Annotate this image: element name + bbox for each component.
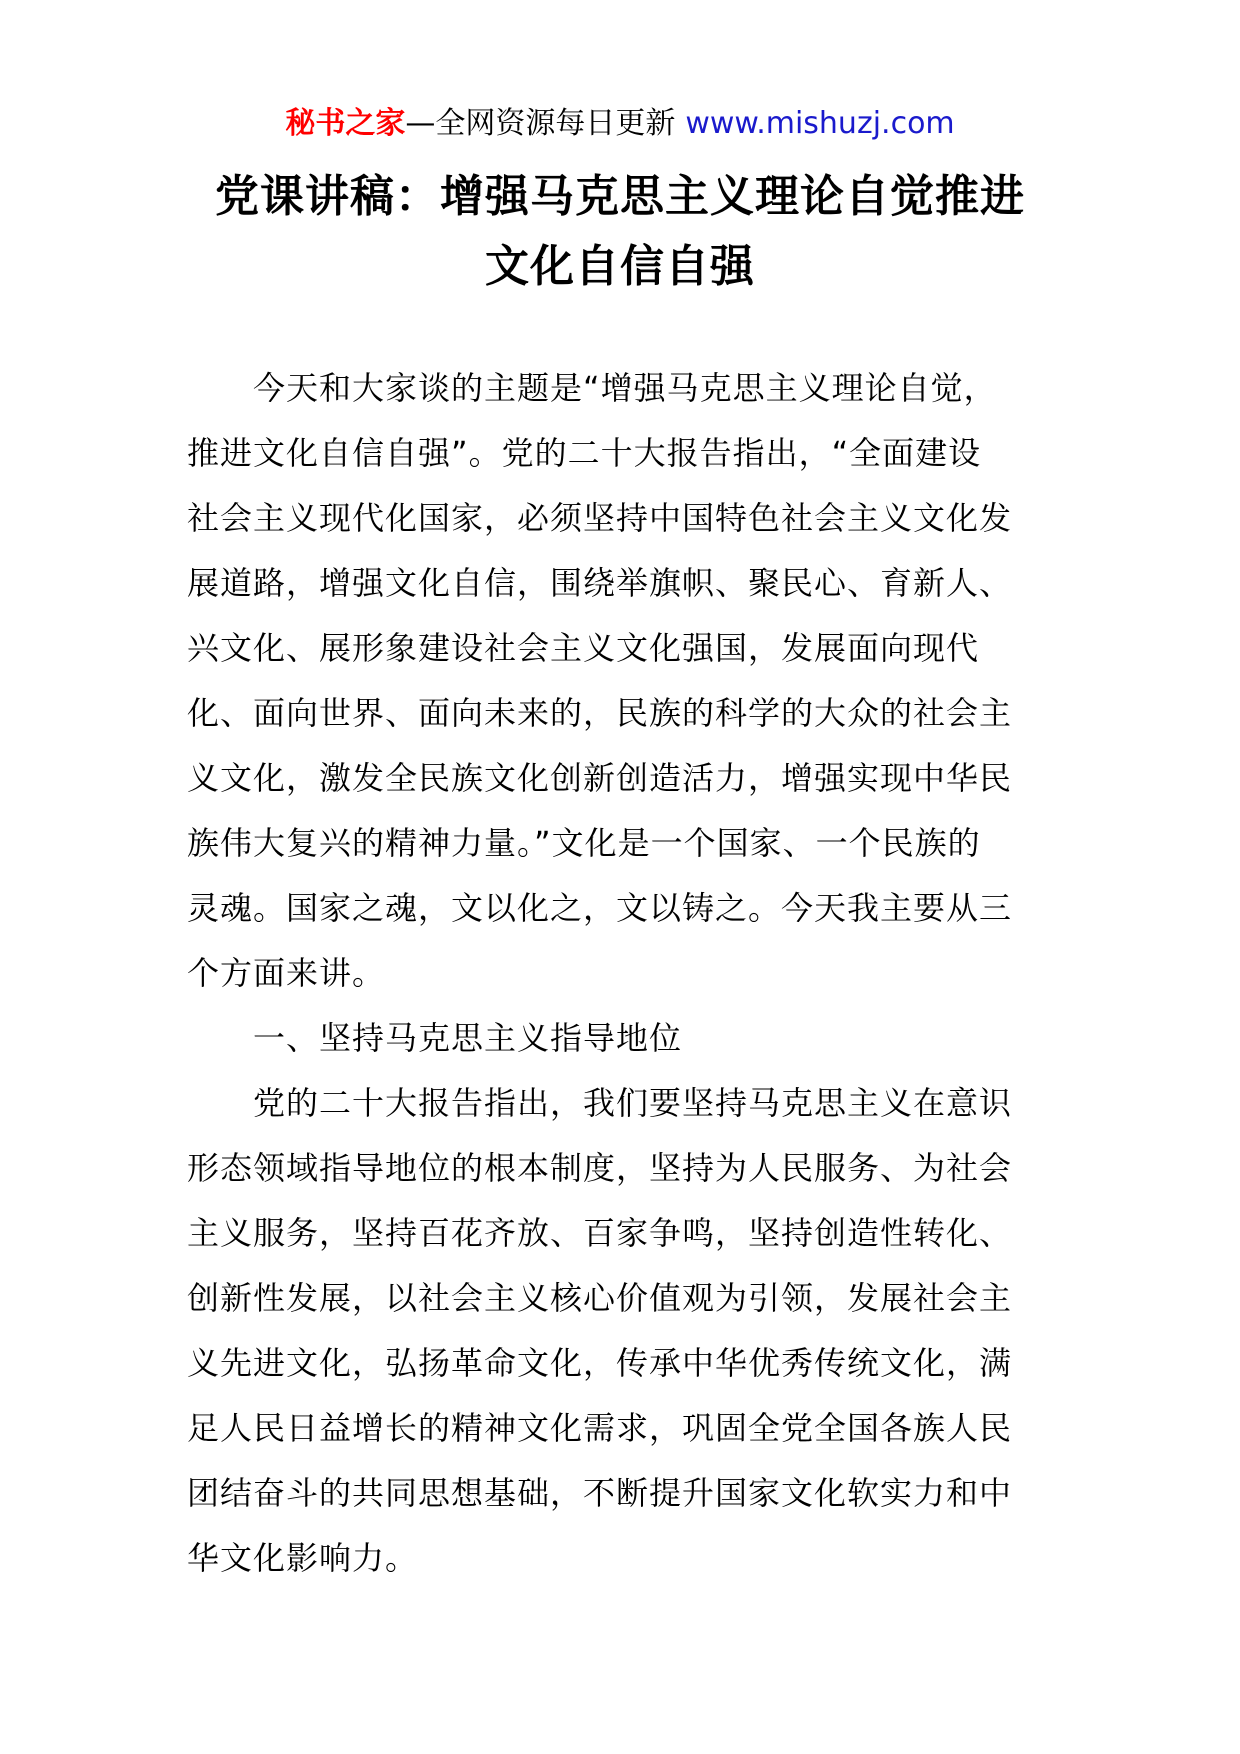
paragraph-line: 个方面来讲。 xyxy=(187,954,386,992)
document-title xyxy=(160,162,1080,302)
paragraph-line: 义文化，激发全民族文化创新创造活力，增强实现中华民 xyxy=(187,759,1013,797)
paragraph-line: 社会主义现代化国家，必须坚持中国特色社会主义文化发 xyxy=(187,499,1013,537)
paragraph-line: 主义服务，坚持百花齐放、百家争鸣，坚持创造性转化、 xyxy=(187,1214,1013,1252)
paragraph-line: 展道路，增强文化自信，围绕举旗帜、聚民心、育新人、 xyxy=(187,564,1013,602)
paragraph-line: 族伟大复兴的精神力量。”文化是一个国家、一个民族的 xyxy=(187,824,981,862)
brand-tagline: —全网资源每日更新 xyxy=(405,106,676,141)
paragraph-line: 党的二十大报告指出，我们要坚持马克思主义在意识 xyxy=(253,1084,1013,1122)
paragraph-line: 义先进文化，弘扬革命文化，传承中华优秀传统文化，满 xyxy=(187,1344,1013,1382)
title-line-1: 党课讲稿：增强马克思主义理论自觉推进 xyxy=(215,171,1025,222)
paragraph-line: 兴文化、展形象建设社会主义文化强国，发展面向现代 xyxy=(187,629,980,667)
site-header-banner xyxy=(0,100,1240,148)
site-url-link[interactable]: www.mishuzj.com xyxy=(685,106,955,141)
section-heading: 一、坚持马克思主义指导地位 xyxy=(253,1019,683,1057)
paragraph-line: 团结奋斗的共同思想基础，不断提升国家文化软实力和中 xyxy=(187,1474,1013,1512)
title-line-2: 文化自信自强 xyxy=(485,241,755,292)
document-body xyxy=(187,356,1053,1591)
paragraph-line: 今天和大家谈的主题是“增强马克思主义理论自觉， xyxy=(253,369,997,407)
paragraph-line: 创新性发展，以社会主义核心价值观为引领，发展社会主 xyxy=(187,1279,1013,1317)
paragraph-line: 足人民日益增长的精神文化需求，巩固全党全国各族人民 xyxy=(187,1409,1013,1447)
paragraph-line: 灵魂。国家之魂，文以化之，文以铸之。今天我主要从三 xyxy=(187,889,1013,927)
paragraph-line: 化、面向世界、面向未来的，民族的科学的大众的社会主 xyxy=(187,694,1013,732)
brand-name: 秘书之家 xyxy=(285,106,406,141)
paragraph-line: 形态领域指导地位的根本制度，坚持为人民服务、为社会 xyxy=(187,1149,1013,1187)
paragraph-line: 华文化影响力。 xyxy=(187,1539,419,1577)
paragraph-line: 推进文化自信自强”。党的二十大报告指出，“全面建设 xyxy=(187,434,982,472)
